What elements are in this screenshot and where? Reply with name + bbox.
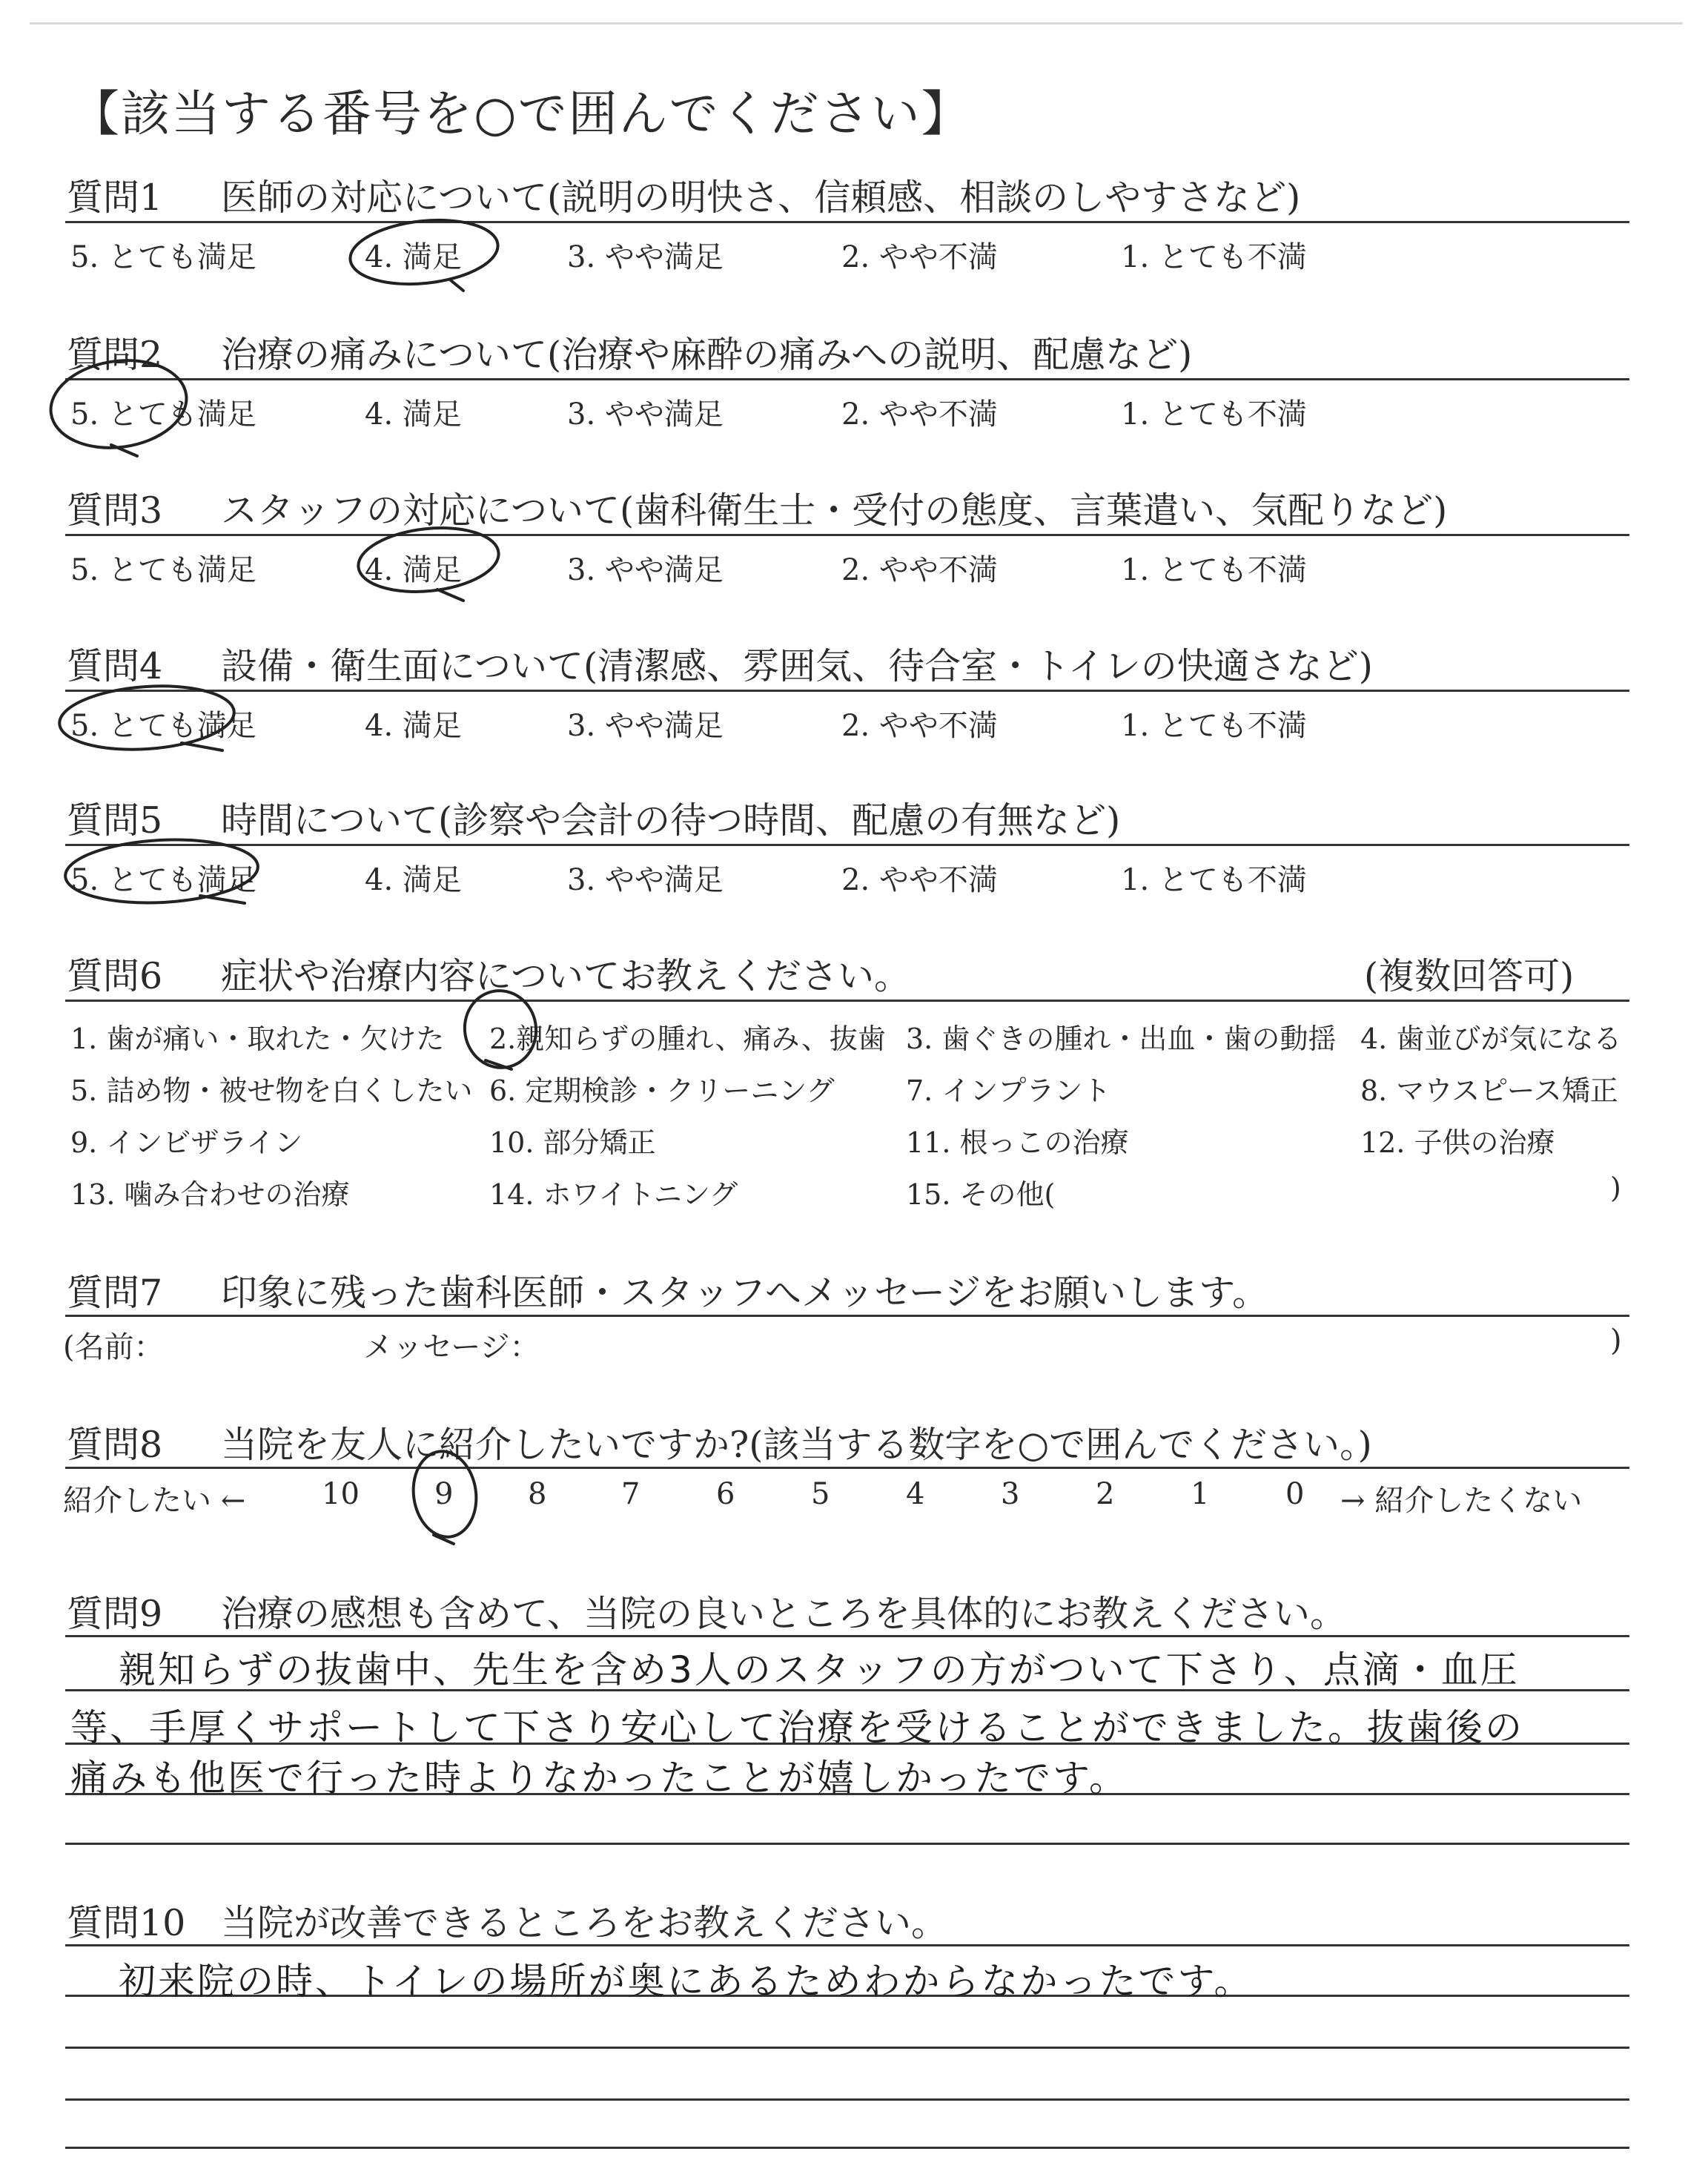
question-8 (67, 1416, 1372, 1468)
treatment-item-5[interactable]: 5. 詰め物・被せ物を白くしたい (70, 1074, 473, 1107)
q2-option-1[interactable]: 1. とても不満 (1121, 397, 1307, 432)
q1-option-5[interactable]: 5. とても満足 (70, 240, 256, 274)
treatment-item-9[interactable]: 9. インビザライン (70, 1126, 303, 1159)
question-text: 設備・衛生面について(清潔感、雰囲気、待合室・トイレの快適さなど) (221, 645, 1373, 687)
treatment-item-15[interactable]: 15. その他( (906, 1178, 1056, 1211)
q8-selection-tail (434, 1535, 454, 1544)
question-2 (67, 326, 1192, 378)
question-label: 質問9 (67, 1593, 163, 1635)
name-field-label: (名前： (63, 1330, 164, 1364)
scale-value-0[interactable]: 0 (1285, 1477, 1305, 1511)
treatment-item-12[interactable]: 12. 子供の治療 (1360, 1126, 1555, 1159)
question-label: 質問1 (67, 176, 163, 219)
q1-option-2[interactable]: 2. やや不満 (841, 240, 998, 274)
rule (65, 1315, 1629, 1317)
rule (65, 2047, 1629, 2049)
scale-value-3[interactable]: 3 (1001, 1477, 1020, 1511)
page-title: 【該当する番号を○で囲んでください】 (70, 85, 972, 142)
q4-option-1[interactable]: 1. とても不満 (1121, 709, 1307, 743)
treatment-item-7[interactable]: 7. インプラント (906, 1074, 1111, 1107)
rule (65, 1467, 1629, 1469)
q1-option-4[interactable]: 4. 満足 (365, 240, 462, 274)
q2-option-2[interactable]: 2. やや不満 (841, 397, 998, 432)
treatment-item-2[interactable]: 2.親知らずの腫れ、痛み、抜歯 (489, 1023, 886, 1055)
treatment-item-3[interactable]: 3. 歯ぐきの腫れ・出血・歯の動揺 (906, 1023, 1337, 1055)
rule (65, 1843, 1629, 1845)
handwritten-answer-line: 等、手厚くサポートして下さり安心して治療を受けることができました。抜歯後の (70, 1706, 1524, 1749)
scale-value-10[interactable]: 10 (322, 1477, 360, 1511)
handwritten-answer-line: 親知らずの抜歯中、先生を含め3人のスタッフの方がついて下さり、点滴・血圧 (119, 1648, 1520, 1691)
q5-option-5[interactable]: 5. とても満足 (70, 863, 256, 897)
question-text: 印象に残った歯科医師・スタッフへメッセージをお願いします。 (221, 1272, 1269, 1314)
question-3 (67, 482, 1447, 534)
q4-option-3[interactable]: 3. やや満足 (567, 709, 724, 743)
q3-selection-tail (437, 589, 463, 601)
rule (65, 1000, 1629, 1002)
question-label: 質問7 (67, 1272, 163, 1314)
rule (65, 1635, 1629, 1637)
q3-option-4[interactable]: 4. 満足 (365, 553, 462, 587)
recommend-right-label: → 紹介したくない (1340, 1484, 1583, 1518)
rule (65, 221, 1629, 223)
q3-option-3[interactable]: 3. やや満足 (567, 553, 724, 587)
multiple-answer-note: (複数回答可) (1364, 955, 1575, 997)
scale-value-8[interactable]: 8 (528, 1477, 547, 1511)
other-close-paren: ) (1610, 1172, 1621, 1204)
question-label: 質問3 (67, 489, 163, 532)
rule (65, 2147, 1629, 2149)
q5-option-2[interactable]: 2. やや不満 (841, 863, 998, 897)
q4-option-2[interactable]: 2. やや不満 (841, 709, 998, 743)
message-field-label: メッセージ： (363, 1330, 540, 1364)
q1-selection-tail (451, 280, 463, 291)
question-label: 質問4 (67, 645, 163, 687)
question-label: 質問6 (67, 955, 163, 997)
treatment-item-10[interactable]: 10. 部分矯正 (489, 1126, 656, 1159)
scale-value-4[interactable]: 4 (906, 1477, 925, 1511)
q1-option-1[interactable]: 1. とても不満 (1121, 240, 1307, 274)
q3-option-2[interactable]: 2. やや不満 (841, 553, 998, 587)
question-4 (67, 638, 1373, 690)
q3-option-1[interactable]: 1. とても不満 (1121, 553, 1307, 587)
rule (65, 534, 1629, 536)
question-text: 時間について(診察や会計の待つ時間、配慮の有無など) (221, 799, 1121, 842)
rule (65, 690, 1629, 692)
question-text: 当院を友人に紹介したいですか?(該当する数字を○で囲んでください。) (221, 1424, 1372, 1466)
treatment-item-13[interactable]: 13. 噛み合わせの治療 (70, 1178, 350, 1211)
question-5 (67, 792, 1120, 844)
question-9 (67, 1585, 1346, 1637)
treatment-item-11[interactable]: 11. 根っこの治療 (906, 1126, 1129, 1159)
top-border (30, 22, 1683, 24)
q2-selection-tail (111, 445, 137, 456)
q5-option-1[interactable]: 1. とても不満 (1121, 863, 1307, 897)
q1-option-3[interactable]: 3. やや満足 (567, 240, 724, 274)
question-text: 治療の感想も含めて、当院の良いところを具体的にお教えください。 (221, 1593, 1347, 1635)
question-text: 治療の痛みについて(治療や麻酔の痛みへの説明、配慮など) (221, 334, 1193, 376)
q2-option-4[interactable]: 4. 満足 (365, 397, 462, 432)
q4-option-4[interactable]: 4. 満足 (365, 709, 462, 743)
scale-value-5[interactable]: 5 (811, 1477, 830, 1511)
q2-option-5[interactable]: 5. とても満足 (70, 397, 256, 432)
q5-option-3[interactable]: 3. やや満足 (567, 863, 724, 897)
scale-value-6[interactable]: 6 (716, 1477, 735, 1511)
question-label: 質問2 (67, 334, 163, 376)
treatment-item-4[interactable]: 4. 歯並びが気になる (1360, 1023, 1622, 1055)
q4-option-5[interactable]: 5. とても満足 (70, 709, 256, 743)
rule (65, 844, 1629, 846)
scale-value-2[interactable]: 2 (1096, 1477, 1115, 1511)
rule (65, 1944, 1629, 1946)
scale-value-7[interactable]: 7 (621, 1477, 640, 1511)
question-text: スタッフの対応について(歯科衛生士・受付の態度、言葉遣い、気配りなど) (221, 489, 1448, 532)
question-7 (67, 1264, 1268, 1316)
question-1 (67, 169, 1300, 221)
question-10 (67, 1895, 947, 1946)
treatment-item-1[interactable]: 1. 歯が痛い・取れた・欠けた (70, 1023, 445, 1055)
question-label: 質問8 (67, 1424, 163, 1466)
rule (65, 378, 1629, 380)
question-text: 症状や治療内容についてお教えください。 (221, 955, 911, 997)
q5-option-4[interactable]: 4. 満足 (365, 863, 462, 897)
message-close-paren: ) (1610, 1324, 1622, 1358)
q2-option-3[interactable]: 3. やや満足 (567, 397, 724, 432)
question-label: 質問10 (67, 1902, 186, 1944)
question-label: 質問5 (67, 799, 163, 842)
rule (65, 2098, 1629, 2101)
treatment-item-14[interactable]: 14. ホワイトニング (489, 1178, 738, 1211)
handwritten-answer-line: 初来院の時、トイレの場所が奥にあるためわからなかったです。 (119, 1960, 1254, 2003)
handwritten-answer-line: 痛みも他医で行った時よりなかったことが嬉しかったです。 (70, 1757, 1128, 1800)
recommend-left-label: 紹介したい ← (63, 1484, 246, 1518)
q3-option-5[interactable]: 5. とても満足 (70, 553, 256, 587)
treatment-item-6[interactable]: 6. 定期検診・クリーニング (489, 1074, 835, 1107)
treatment-item-8[interactable]: 8. マウスピース矯正 (1360, 1074, 1618, 1107)
question-text: 当院が改善できるところをお教えください。 (221, 1902, 948, 1944)
scale-value-1[interactable]: 1 (1191, 1477, 1210, 1511)
scale-value-9[interactable]: 9 (434, 1477, 454, 1511)
question-6 (67, 948, 910, 1000)
question-text: 医師の対応について(説明の明快さ、信頼感、相談のしやすさなど) (221, 176, 1301, 219)
